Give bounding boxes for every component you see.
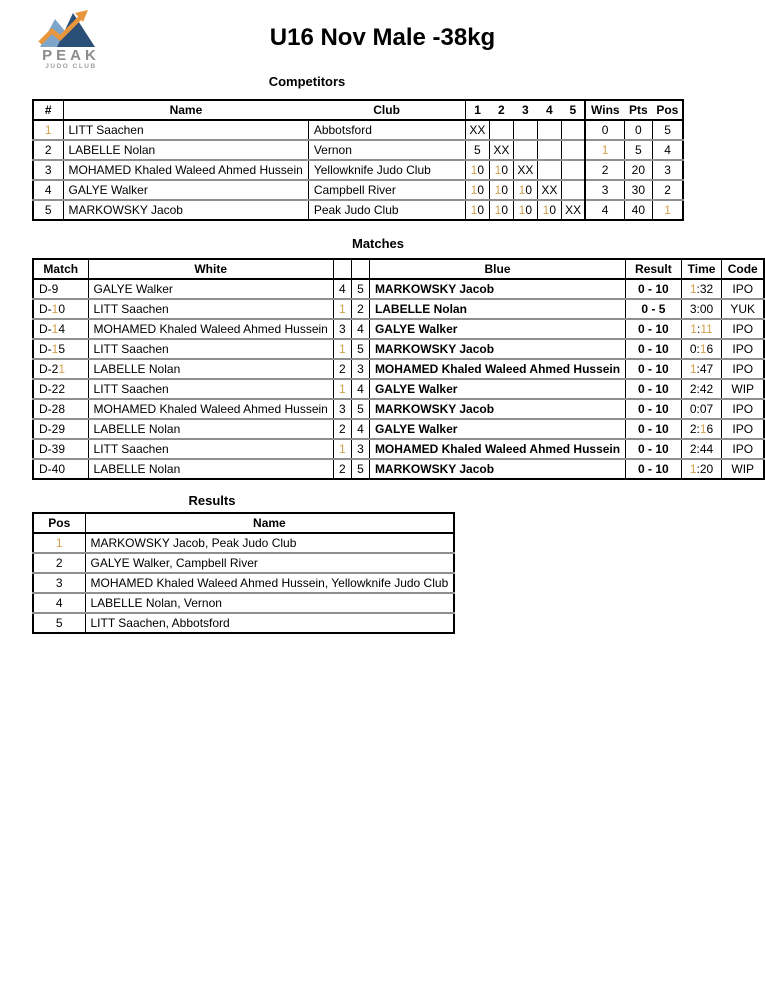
col-header-club: Club	[308, 100, 465, 120]
competitor-club: Abbotsford	[308, 120, 465, 140]
time-cell: 2:16	[681, 419, 722, 439]
white-competitor-number: 2	[333, 359, 351, 379]
white-competitor-number: 2	[333, 459, 351, 479]
wins-cell: 3	[585, 180, 624, 200]
result-row	[33, 593, 454, 613]
result-row	[33, 553, 454, 573]
matches-table	[32, 258, 765, 480]
competitor-name: MARKOWSKY Jacob	[63, 200, 308, 220]
code-cell: IPO	[722, 279, 764, 299]
competitor-row	[33, 120, 683, 140]
white-competitor-number: 1	[333, 339, 351, 359]
code-cell: WIP	[722, 459, 764, 479]
competitor-row	[33, 200, 683, 220]
competitor-row	[33, 140, 683, 160]
blue-competitor-name: LABELLE Nolan	[369, 299, 625, 319]
col-header-time: Time	[681, 259, 722, 279]
col-header-5: 5	[561, 100, 585, 120]
score-cell-1: XX	[465, 120, 489, 140]
pos-cell: 5	[652, 120, 683, 140]
col-header-blue: Blue	[369, 259, 625, 279]
blue-competitor-name: MOHAMED Khaled Waleed Ahmed Hussein	[369, 439, 625, 459]
time-cell: 1:20	[681, 459, 722, 479]
blue-competitor-name: MARKOWSKY Jacob	[369, 339, 625, 359]
white-competitor-name: LITT Saachen	[88, 299, 333, 319]
score-cell-5	[561, 120, 585, 140]
white-competitor-number: 1	[333, 439, 351, 459]
result-cell: 0 - 5	[626, 299, 682, 319]
competitors-header-row	[33, 100, 683, 120]
match-id: D-28	[33, 399, 88, 419]
score-cell-1: 10	[465, 180, 489, 200]
time-cell: 1:47	[681, 359, 722, 379]
competitor-club: Campbell River	[308, 180, 465, 200]
score-cell-3: XX	[513, 160, 537, 180]
competitor-name: GALYE Walker	[63, 180, 308, 200]
code-cell: IPO	[722, 439, 764, 459]
result-cell: 0 - 10	[626, 439, 682, 459]
time-cell: 2:44	[681, 439, 722, 459]
result-name: GALYE Walker, Campbell River	[85, 553, 454, 573]
pos-cell: 2	[652, 180, 683, 200]
result-cell: 0 - 10	[626, 359, 682, 379]
blue-competitor-number: 5	[351, 279, 369, 299]
match-row	[33, 459, 764, 479]
code-cell: YUK	[722, 299, 764, 319]
page-title: U16 Nov Male -38kg	[269, 24, 496, 51]
result-name: MOHAMED Khaled Waleed Ahmed Hussein, Yellowknife Judo Club	[85, 573, 454, 593]
blue-competitor-number: 4	[351, 419, 369, 439]
match-id: D-40	[33, 459, 88, 479]
match-row	[33, 339, 764, 359]
result-pos: 5	[33, 613, 85, 633]
col-header-blue-num	[351, 259, 369, 279]
pts-cell: 40	[624, 200, 652, 220]
score-cell-1: 10	[465, 160, 489, 180]
competitor-number: 5	[33, 200, 63, 220]
score-cell-5	[561, 140, 585, 160]
blue-competitor-number: 5	[351, 459, 369, 479]
blue-competitor-name: MARKOWSKY Jacob	[369, 459, 625, 479]
result-pos: 4	[33, 593, 85, 613]
result-cell: 0 - 10	[626, 339, 682, 359]
time-cell: 0:07	[681, 399, 722, 419]
result-cell: 0 - 10	[626, 379, 682, 399]
white-competitor-name: LITT Saachen	[88, 439, 333, 459]
results-table	[32, 512, 455, 634]
wins-cell: 4	[585, 200, 624, 220]
blue-competitor-number: 5	[351, 339, 369, 359]
result-cell: 0 - 10	[626, 279, 682, 299]
blue-competitor-name: MARKOWSKY Jacob	[369, 279, 625, 299]
score-cell-4	[537, 140, 561, 160]
matches-heading: Matches	[351, 236, 405, 251]
white-competitor-name: LITT Saachen	[88, 379, 333, 399]
white-competitor-name: MOHAMED Khaled Waleed Ahmed Hussein	[88, 319, 333, 339]
pts-cell: 0	[624, 120, 652, 140]
results-header-row	[33, 513, 454, 533]
col-header-name: Name	[63, 100, 308, 120]
blue-competitor-number: 3	[351, 359, 369, 379]
code-cell: IPO	[722, 419, 764, 439]
wins-cell: 2	[585, 160, 624, 180]
code-cell: IPO	[722, 339, 764, 359]
white-competitor-name: LITT Saachen	[88, 339, 333, 359]
col-header-name: Name	[85, 513, 454, 533]
match-id: D-15	[33, 339, 88, 359]
blue-competitor-number: 3	[351, 439, 369, 459]
score-cell-2: 10	[489, 160, 513, 180]
pos-cell: 4	[652, 140, 683, 160]
code-cell: IPO	[722, 399, 764, 419]
competitor-name: LABELLE Nolan	[63, 140, 308, 160]
time-cell: 1:11	[681, 319, 722, 339]
white-competitor-number: 2	[333, 419, 351, 439]
col-header-pos: Pos	[652, 100, 683, 120]
result-pos: 2	[33, 553, 85, 573]
match-row	[33, 399, 764, 419]
blue-competitor-name: GALYE Walker	[369, 319, 625, 339]
pts-cell: 20	[624, 160, 652, 180]
score-cell-5	[561, 160, 585, 180]
score-cell-3: 10	[513, 200, 537, 220]
competitors-heading: Competitors	[268, 74, 346, 89]
time-cell: 3:00	[681, 299, 722, 319]
logo-subtitle: JUDO CLUB	[45, 63, 97, 70]
score-cell-5: XX	[561, 200, 585, 220]
competitor-row	[33, 160, 683, 180]
matches-header-row	[33, 259, 764, 279]
blue-competitor-name: MOHAMED Khaled Waleed Ahmed Hussein	[369, 359, 625, 379]
code-cell: IPO	[722, 359, 764, 379]
competitor-name: MOHAMED Khaled Waleed Ahmed Hussein	[63, 160, 308, 180]
white-competitor-name: LABELLE Nolan	[88, 419, 333, 439]
col-header-white: White	[88, 259, 333, 279]
competitor-number: 2	[33, 140, 63, 160]
results-heading: Results	[188, 493, 236, 508]
match-id: D-10	[33, 299, 88, 319]
score-cell-4: 10	[537, 200, 561, 220]
white-competitor-name: LABELLE Nolan	[88, 359, 333, 379]
result-row	[33, 613, 454, 633]
col-header-result: Result	[626, 259, 682, 279]
result-row	[33, 533, 454, 553]
match-id: D-39	[33, 439, 88, 459]
score-cell-4: XX	[537, 180, 561, 200]
time-cell: 1:32	[681, 279, 722, 299]
white-competitor-name: MOHAMED Khaled Waleed Ahmed Hussein	[88, 399, 333, 419]
col-header-wins: Wins	[585, 100, 624, 120]
white-competitor-number: 3	[333, 399, 351, 419]
col-header-2: 2	[489, 100, 513, 120]
code-cell: WIP	[722, 379, 764, 399]
code-cell: IPO	[722, 319, 764, 339]
col-header-1: 1	[465, 100, 489, 120]
score-cell-2	[489, 120, 513, 140]
match-id: D-22	[33, 379, 88, 399]
score-cell-2: 10	[489, 180, 513, 200]
score-cell-3	[513, 140, 537, 160]
score-cell-1: 10	[465, 200, 489, 220]
white-competitor-number: 4	[333, 279, 351, 299]
competitor-club: Yellowknife Judo Club	[308, 160, 465, 180]
result-cell: 0 - 10	[626, 399, 682, 419]
result-name: MARKOWSKY Jacob, Peak Judo Club	[85, 533, 454, 553]
match-row	[33, 299, 764, 319]
blue-competitor-number: 5	[351, 399, 369, 419]
col-header-match: Match	[33, 259, 88, 279]
blue-competitor-number: 4	[351, 319, 369, 339]
score-cell-3: 10	[513, 180, 537, 200]
match-id: D-29	[33, 419, 88, 439]
competitors-table	[32, 99, 684, 221]
wins-cell: 0	[585, 120, 624, 140]
competitor-number: 3	[33, 160, 63, 180]
col-header-4: 4	[537, 100, 561, 120]
match-id: D-9	[33, 279, 88, 299]
col-header-pos: Pos	[33, 513, 85, 533]
col-header-pts: Pts	[624, 100, 652, 120]
result-row	[33, 573, 454, 593]
score-cell-3	[513, 120, 537, 140]
white-competitor-number: 1	[333, 299, 351, 319]
col-header-number: #	[33, 100, 63, 120]
match-id: D-14	[33, 319, 88, 339]
pos-cell: 1	[652, 200, 683, 220]
col-header-white-num	[333, 259, 351, 279]
score-cell-4	[537, 160, 561, 180]
pts-cell: 5	[624, 140, 652, 160]
blue-competitor-number: 4	[351, 379, 369, 399]
match-id: D-21	[33, 359, 88, 379]
blue-competitor-name: GALYE Walker	[369, 419, 625, 439]
match-row	[33, 359, 764, 379]
competitor-club: Vernon	[308, 140, 465, 160]
match-row	[33, 279, 764, 299]
result-name: LITT Saachen, Abbotsford	[85, 613, 454, 633]
competitor-number: 4	[33, 180, 63, 200]
white-competitor-number: 1	[333, 379, 351, 399]
pos-cell: 3	[652, 160, 683, 180]
match-row	[33, 319, 764, 339]
blue-competitor-name: GALYE Walker	[369, 379, 625, 399]
pts-cell: 30	[624, 180, 652, 200]
result-cell: 0 - 10	[626, 419, 682, 439]
blue-competitor-number: 2	[351, 299, 369, 319]
time-cell: 0:16	[681, 339, 722, 359]
col-header-3: 3	[513, 100, 537, 120]
score-cell-4	[537, 120, 561, 140]
score-cell-5	[561, 180, 585, 200]
wins-cell: 1	[585, 140, 624, 160]
white-competitor-name: LABELLE Nolan	[88, 459, 333, 479]
white-competitor-number: 3	[333, 319, 351, 339]
competitor-name: LITT Saachen	[63, 120, 308, 140]
result-pos: 3	[33, 573, 85, 593]
logo-text: PEAK	[42, 47, 100, 64]
time-cell: 2:42	[681, 379, 722, 399]
result-cell: 0 - 10	[626, 459, 682, 479]
competitor-club: Peak Judo Club	[308, 200, 465, 220]
match-row	[33, 439, 764, 459]
result-cell: 0 - 10	[626, 319, 682, 339]
score-cell-1: 5	[465, 140, 489, 160]
score-cell-2: XX	[489, 140, 513, 160]
competitor-number: 1	[33, 120, 63, 140]
result-name: LABELLE Nolan, Vernon	[85, 593, 454, 613]
col-header-code: Code	[722, 259, 764, 279]
result-pos: 1	[33, 533, 85, 553]
match-row	[33, 379, 764, 399]
match-row	[33, 419, 764, 439]
blue-competitor-name: MARKOWSKY Jacob	[369, 399, 625, 419]
competitor-row	[33, 180, 683, 200]
white-competitor-name: GALYE Walker	[88, 279, 333, 299]
score-cell-2: 10	[489, 200, 513, 220]
